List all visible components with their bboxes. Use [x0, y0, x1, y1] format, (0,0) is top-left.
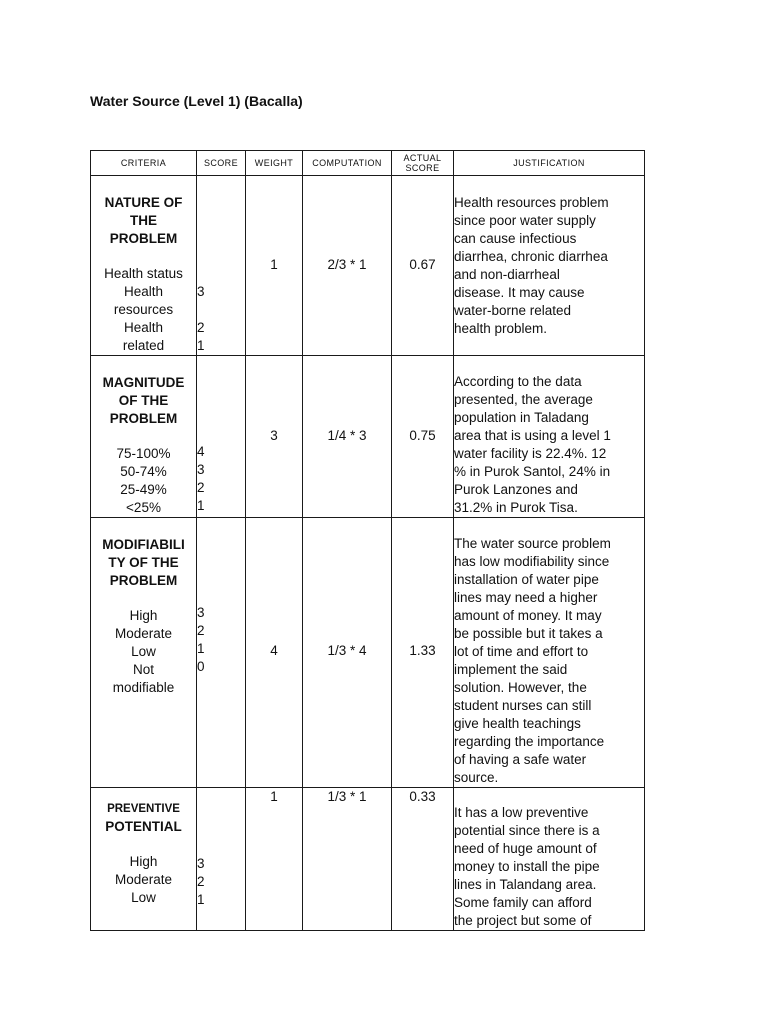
criteria-title-line: PROBLEM: [109, 411, 178, 426]
criteria-title-line: TY OF THE: [108, 555, 179, 570]
justification-line: need of huge amount of: [454, 841, 597, 856]
header-computation: COMPUTATION: [303, 151, 392, 176]
table-row: [91, 176, 645, 356]
justification-line: implement the said: [454, 662, 568, 677]
criteria-level: Low: [131, 644, 156, 659]
table-header-row: [91, 151, 645, 176]
justification-line: amount of money. It may: [454, 608, 602, 623]
criteria-title-line: MODIFIABILI: [102, 537, 185, 552]
criteria-level: modifiable: [112, 680, 175, 695]
justification-line: regarding the importance: [454, 734, 605, 749]
justification-text: [454, 373, 644, 517]
criteria-title-line: THE: [130, 213, 157, 228]
justification-line: lines may need a higher: [454, 590, 598, 605]
criteria-level: 75-100%: [116, 446, 171, 461]
header-actual-score-line2: SCORE: [405, 163, 440, 173]
criteria-level: Health: [123, 320, 164, 335]
criteria-title-line: MAGNITUDE: [102, 375, 185, 390]
justification-line: of having a safe water: [454, 752, 587, 767]
actual-score-value: 0.75: [409, 428, 436, 443]
justification-cell: [454, 176, 645, 356]
criteria-level: High: [129, 854, 158, 869]
justification-line: installation of water pipe: [454, 572, 599, 587]
justification-line: It has a low preventive: [454, 805, 589, 820]
table-row: [91, 356, 645, 518]
justification-line: give health teachings: [454, 716, 581, 731]
criteria-level: Low: [131, 890, 156, 905]
criteria-title: [91, 374, 196, 428]
justification-line: health problem.: [454, 321, 548, 336]
score-value: 4: [197, 444, 205, 459]
weight-value: 1: [270, 257, 278, 272]
justification-line: Some family can afford: [454, 895, 592, 910]
justification-line: population in Taladang: [454, 410, 589, 425]
justification-text: [454, 194, 644, 338]
justification-text: [454, 535, 644, 787]
weight-cell: [246, 788, 303, 931]
actual-score-cell: [392, 518, 454, 788]
score-value: [197, 301, 245, 319]
criteria-cell: [91, 356, 197, 518]
criteria-level: Not: [132, 662, 154, 677]
criteria-title-line: PROBLEM: [109, 573, 178, 588]
justification-text: [454, 804, 644, 930]
justification-line: be possible but it takes a: [454, 626, 603, 641]
criteria-title: [91, 194, 196, 248]
table-row: [91, 788, 645, 931]
justification-line: area that is using a level 1: [454, 428, 611, 443]
criteria-cell: [91, 176, 197, 356]
criteria-title: [91, 800, 196, 836]
score-cell: [197, 176, 246, 356]
criteria-level: <25%: [126, 500, 161, 515]
criteria-title-line: NATURE OF: [104, 195, 183, 210]
weight-cell: [246, 518, 303, 788]
document-title: Water Source (Level 1) (Bacalla): [90, 93, 303, 109]
actual-score-value: 0.33: [409, 789, 436, 804]
computation-value: 2/3 * 1: [327, 257, 367, 272]
score-value: 2: [197, 480, 205, 495]
justification-line: potential since there is a: [454, 823, 600, 838]
actual-score-cell: [392, 788, 454, 931]
justification-line: since poor water supply: [454, 213, 596, 228]
justification-cell: [454, 356, 645, 518]
justification-line: 31.2% in Purok Tisa.: [454, 500, 578, 515]
actual-score-value: 0.67: [409, 257, 436, 272]
computation-value: 1/3 * 4: [327, 643, 367, 658]
criteria-level: Moderate: [114, 626, 173, 641]
criteria-level: related: [122, 338, 165, 353]
header-weight: WEIGHT: [246, 151, 303, 176]
justification-line: diarrhea, chronic diarrhea: [454, 249, 608, 264]
table-row: [91, 518, 645, 788]
score-value: 2: [197, 623, 205, 638]
header-justification: JUSTIFICATION: [454, 151, 645, 176]
justification-line: can cause infectious: [454, 231, 577, 246]
score-cell: [197, 518, 246, 788]
score-cell: [197, 788, 246, 931]
justification-line: the project but some of: [454, 913, 592, 928]
actual-score-value: 1.33: [409, 643, 436, 658]
actual-score-cell: [392, 176, 454, 356]
criteria-levels: [91, 265, 196, 355]
score-cell: [197, 356, 246, 518]
score-value: 1: [197, 338, 205, 353]
score-value: 2: [197, 320, 205, 335]
criteria-title-line: PREVENTIVE: [107, 803, 180, 815]
score-value: 3: [197, 284, 205, 299]
criteria-level: High: [129, 608, 158, 623]
criteria-level: 50-74%: [120, 464, 167, 479]
weight-cell: [246, 356, 303, 518]
justification-line: source.: [454, 770, 499, 785]
criteria-title-line: PROBLEM: [109, 231, 178, 246]
computation-cell: [303, 356, 392, 518]
criteria-levels: [91, 445, 196, 517]
criteria-level: 25-49%: [120, 482, 167, 497]
score-value: 1: [197, 892, 205, 907]
actual-score-cell: [392, 356, 454, 518]
justification-line: water-borne related: [454, 303, 572, 318]
score-value: 0: [197, 659, 205, 674]
scoring-table: [90, 150, 645, 931]
justification-line: According to the data: [454, 374, 582, 389]
justification-line: The water source problem: [454, 536, 611, 551]
criteria-cell: [91, 788, 197, 931]
header-actual-score: [392, 151, 454, 176]
criteria-title-line: OF THE: [118, 393, 169, 408]
criteria-level: resources: [113, 302, 174, 317]
justification-cell: [454, 788, 645, 931]
header-score: SCORE: [197, 151, 246, 176]
weight-value: 4: [270, 643, 278, 658]
criteria-level: Moderate: [114, 872, 173, 887]
criteria-cell: [91, 518, 197, 788]
criteria-levels: [91, 853, 196, 907]
weight-cell: [246, 176, 303, 356]
weight-value: 1: [270, 789, 278, 804]
score-value: 2: [197, 874, 205, 889]
justification-line: and non-diarrheal: [454, 267, 560, 282]
score-value: 3: [197, 462, 205, 477]
header-criteria: CRITERIA: [91, 151, 197, 176]
justification-line: presented, the average: [454, 392, 593, 407]
computation-cell: [303, 788, 392, 931]
criteria-title-line: POTENTIAL: [105, 819, 182, 834]
justification-line: Health resources problem: [454, 195, 609, 210]
computation-value: 1/3 * 1: [327, 789, 367, 804]
justification-line: solution. However, the: [454, 680, 587, 695]
justification-line: % in Purok Santol, 24% in: [454, 464, 611, 479]
justification-line: student nurses can still: [454, 698, 592, 713]
computation-cell: [303, 176, 392, 356]
justification-line: disease. It may cause: [454, 285, 585, 300]
criteria-level: Health status: [104, 266, 183, 281]
score-value: 1: [197, 498, 205, 513]
justification-line: water facility is 22.4%. 12: [454, 446, 607, 461]
justification-line: Purok Lanzones and: [454, 482, 578, 497]
justification-line: lines in Talandang area.: [454, 877, 597, 892]
justification-line: has low modifiability since: [454, 554, 610, 569]
score-value: 3: [197, 605, 205, 620]
justification-line: lot of time and effort to: [454, 644, 589, 659]
computation-value: 1/4 * 3: [327, 428, 367, 443]
justification-cell: [454, 518, 645, 788]
criteria-level: Health: [123, 284, 164, 299]
score-value: 1: [197, 641, 205, 656]
weight-value: 3: [270, 428, 278, 443]
justification-line: money to install the pipe: [454, 859, 600, 874]
criteria-title: [91, 536, 196, 590]
criteria-levels: [91, 607, 196, 697]
score-value: 3: [197, 856, 205, 871]
computation-cell: [303, 518, 392, 788]
header-actual-score-line1: ACTUAL: [403, 153, 442, 163]
